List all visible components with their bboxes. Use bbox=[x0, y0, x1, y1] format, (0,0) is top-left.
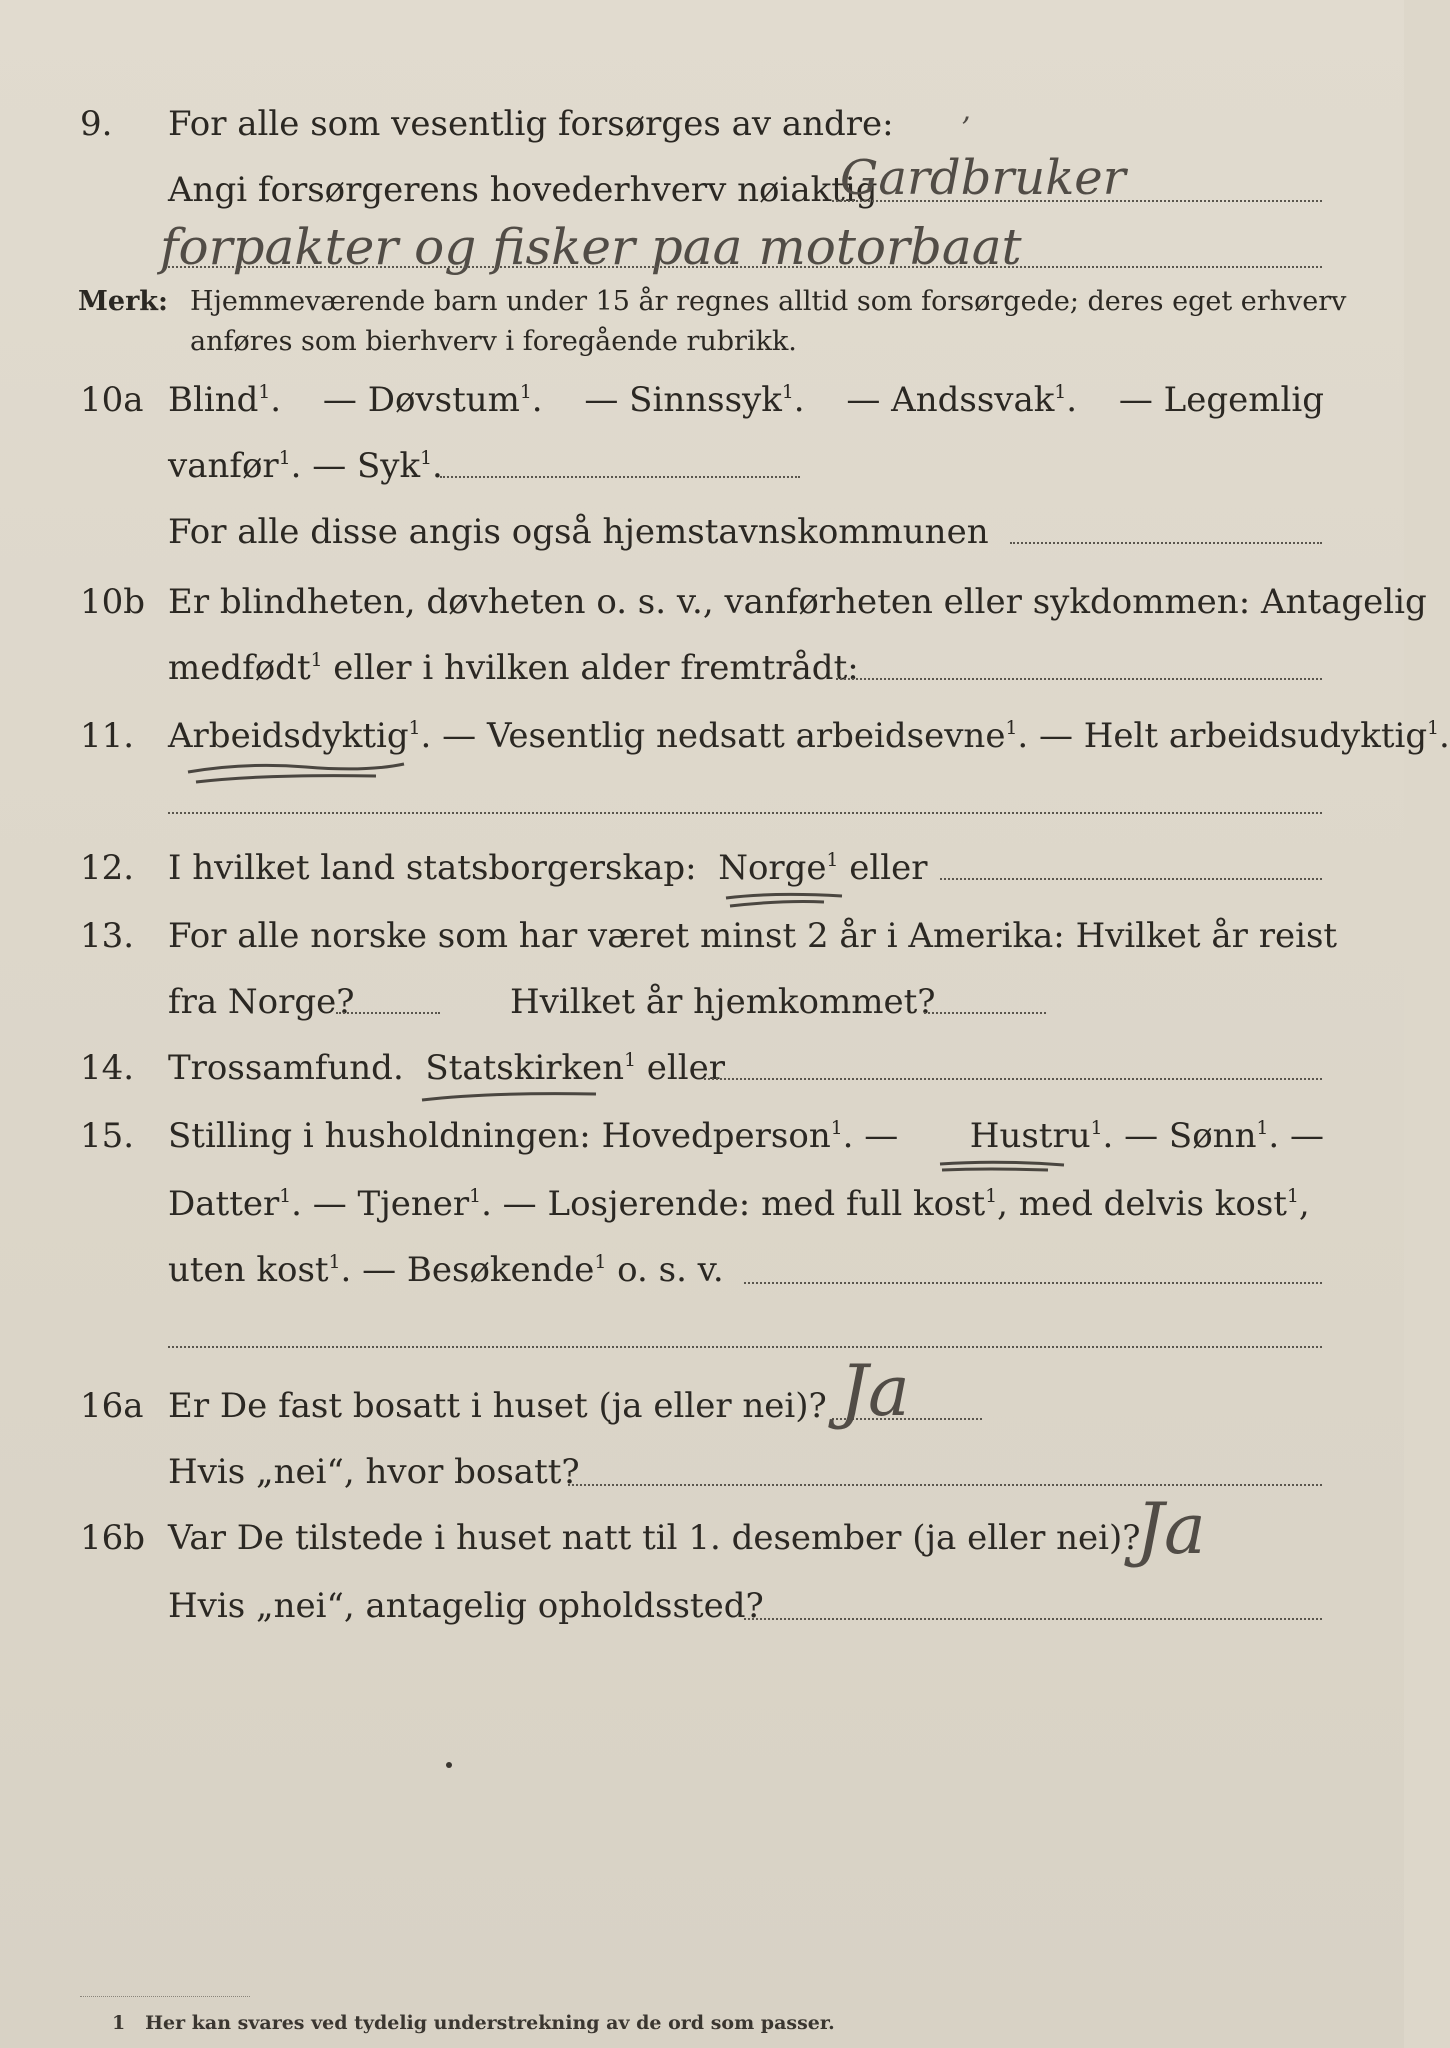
q10a-line3: For alle disse angis også hjemstavnskommunen bbox=[168, 512, 989, 552]
q13-reist-line[interactable] bbox=[336, 1012, 440, 1014]
option-hustru[interactable]: Hustru$^1$. — Sønn$^1$. — bbox=[969, 1116, 1324, 1156]
option-hovedperson[interactable]: Stilling i husholdningen: Hovedperson$^1$. — bbox=[168, 1116, 899, 1156]
underline-hustru bbox=[938, 1156, 1068, 1176]
q9-number: 9. bbox=[80, 104, 113, 144]
merk-label: Merk: bbox=[78, 286, 168, 317]
q13-hjemkommet-line[interactable] bbox=[924, 1012, 1046, 1014]
ink-mark: ʼ bbox=[960, 112, 970, 147]
option-sinnssyk[interactable]: — Sinnssyk$^1$. bbox=[584, 380, 805, 420]
q14-answer-line[interactable] bbox=[704, 1078, 1322, 1080]
q15-osv: o. s. v. bbox=[606, 1250, 724, 1290]
q15-answer-line[interactable] bbox=[744, 1282, 1322, 1284]
q13-line2b: Hvilket år hjemkommet? bbox=[510, 982, 936, 1022]
q16a-number: 16a bbox=[80, 1386, 144, 1426]
footnote-mark: 1 bbox=[112, 2012, 126, 2034]
footnote-rule bbox=[80, 1996, 250, 1997]
underline-statskirken bbox=[420, 1088, 600, 1108]
q14-eller: eller bbox=[635, 1048, 726, 1088]
underline-arbeidsdyktig bbox=[186, 758, 406, 788]
q10b-number: 10b bbox=[80, 582, 146, 622]
q16b-handwritten-answer: Ja bbox=[1136, 1488, 1206, 1570]
q9-handwritten-occupation-cont: forpakter og fisker paa motorbaat bbox=[160, 218, 1022, 276]
option-statskirken[interactable]: Statskirken$^1$ bbox=[425, 1048, 636, 1088]
q11-line bbox=[168, 716, 1450, 756]
q12-answer-line[interactable] bbox=[940, 878, 1322, 880]
option-datter[interactable]: Datter$^1$. — Tjener$^1$. — Losjerende: med full kost$^1$, med delvis kost$^1$, bbox=[168, 1184, 1310, 1224]
footnote bbox=[112, 2012, 835, 2034]
q12-line bbox=[168, 848, 928, 888]
q12-number: 12. bbox=[80, 848, 135, 888]
q16a-line2: Hvis „nei“, hvor bosatt? bbox=[168, 1452, 580, 1492]
q9-answer-line-2[interactable] bbox=[168, 266, 1322, 268]
option-medfodt[interactable]: medfødt$^1$ bbox=[168, 648, 323, 688]
q16b-line2: Hvis „nei“, antagelig opholdssted? bbox=[168, 1586, 764, 1626]
q10a-number: 10a bbox=[80, 380, 144, 420]
option-andssvak[interactable]: — Andssvak$^1$. bbox=[846, 380, 1078, 420]
q10b-answer-line[interactable] bbox=[836, 678, 1322, 680]
q14-number: 14. bbox=[80, 1048, 135, 1088]
option-besokende[interactable]: . — Besøkende$^1$ bbox=[340, 1250, 607, 1290]
option-arbeidsdyktig[interactable]: Arbeidsdyktig$^1$ bbox=[168, 716, 421, 756]
q15-line1 bbox=[168, 1116, 1324, 1156]
q9-handwritten-occupation: Gardbruker bbox=[840, 150, 1126, 206]
q10a-hjemstavn-line[interactable] bbox=[1010, 542, 1322, 544]
q10b-line2 bbox=[168, 648, 859, 688]
q10b-line1: Er blindheten, døvheten o. s. v., vanførheten eller sykdommen: Antagelig bbox=[168, 582, 1427, 622]
q11-answer-line[interactable] bbox=[168, 812, 1322, 814]
option-syk[interactable]: . — Syk$^1$. bbox=[290, 446, 443, 486]
q16b-number: 16b bbox=[80, 1518, 146, 1558]
ink-dot bbox=[446, 1762, 452, 1768]
q16b-line1: Var De tilstede i huset natt til 1. desember (ja eller nei)? bbox=[168, 1518, 1141, 1558]
q12-eller: eller bbox=[838, 848, 928, 888]
q16a-bosatt-line[interactable] bbox=[568, 1484, 1322, 1486]
q10a-line2 bbox=[168, 446, 443, 486]
q15-answer-line-2[interactable] bbox=[168, 1346, 1322, 1348]
q12-question: I hvilket land statsborgerskap: bbox=[168, 848, 697, 888]
option-vanfor[interactable]: vanfør$^1$ bbox=[168, 446, 291, 486]
option-udyktig[interactable]: . — Helt arbeidsudyktig$^1$. bbox=[1017, 716, 1450, 756]
q15-line2 bbox=[168, 1184, 1324, 1224]
q16a-line1: Er De fast bosatt i huset (ja eller nei)? bbox=[168, 1386, 827, 1426]
q14-question: Trossamfund. bbox=[168, 1048, 404, 1088]
merk-line2: anføres som bierhverv i foregående rubrikk. bbox=[190, 326, 797, 357]
q10b-line2-rest: eller i hvilken alder fremtrådt: bbox=[322, 648, 859, 688]
q15-line3 bbox=[168, 1250, 724, 1290]
q15-number: 15. bbox=[80, 1116, 135, 1156]
q11-number: 11. bbox=[80, 716, 135, 756]
option-dovstum[interactable]: — Døvstum$^1$. bbox=[322, 380, 543, 420]
option-legemlig[interactable]: — Legemlig bbox=[1118, 380, 1324, 420]
option-norge[interactable]: Norge$^1$ bbox=[718, 848, 839, 888]
underline-norge bbox=[724, 890, 844, 910]
q13-line1: For alle norske som har været minst 2 år i Amerika: Hvilket år reist bbox=[168, 916, 1338, 956]
q9-line1: For alle som vesentlig forsørges av andre: bbox=[168, 104, 894, 144]
footnote-text: Her kan svares ved tydelig understrekning av de ord som passer. bbox=[145, 2012, 835, 2034]
q16b-opholdssted-line[interactable] bbox=[744, 1618, 1322, 1620]
merk-line1: Hjemmeværende barn under 15 år regnes alltid som forsørgede; deres eget erhverv bbox=[190, 286, 1347, 317]
option-uten-kost[interactable]: uten kost$^1$ bbox=[168, 1250, 341, 1290]
q13-line2a: fra Norge? bbox=[168, 982, 355, 1022]
q9-line2: Angi forsørgerens hovederhverv nøiaktig bbox=[168, 170, 878, 210]
q16a-handwritten-answer: Ja bbox=[840, 1350, 910, 1432]
option-blind[interactable]: Blind$^1$. bbox=[168, 380, 282, 420]
q10a-syk-line[interactable] bbox=[440, 476, 800, 478]
q10a-line1 bbox=[168, 380, 1324, 420]
q13-number: 13. bbox=[80, 916, 135, 956]
q14-line bbox=[168, 1048, 725, 1088]
option-nedsatt[interactable]: . — Vesentlig nedsatt arbeidsevne$^1$ bbox=[420, 716, 1018, 756]
